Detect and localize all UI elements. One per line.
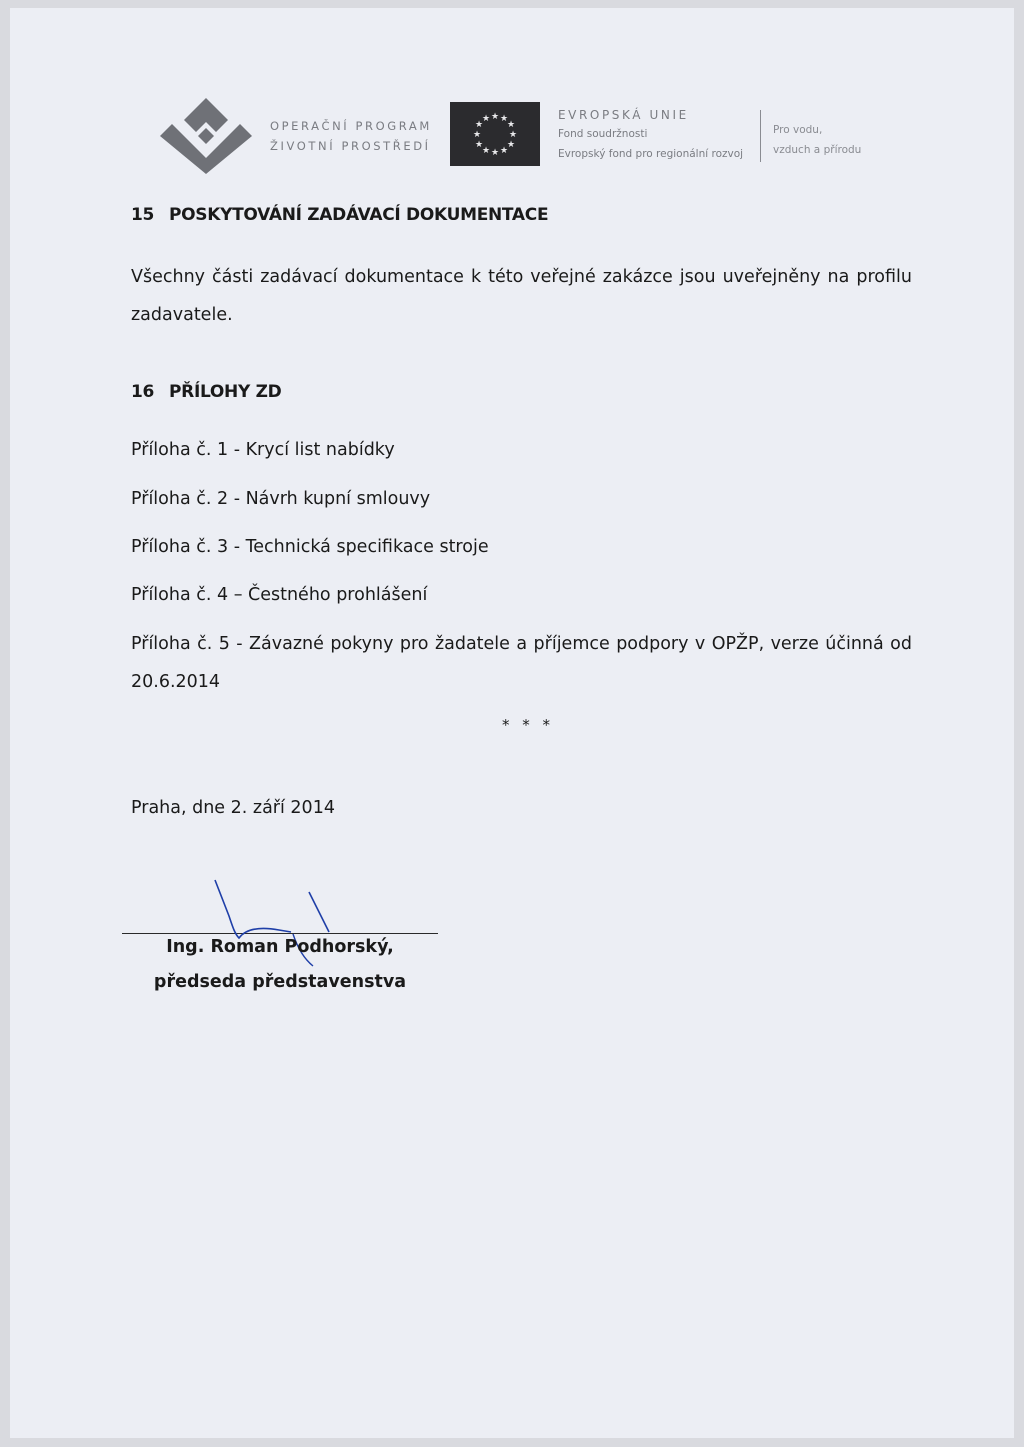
separator-stars: * * * (502, 716, 555, 734)
section-16-title: PŘÍLOHY ZD (169, 382, 282, 402)
motto-line2: vzduch a přírodu (773, 144, 862, 156)
document-page (10, 8, 1014, 1438)
motto-line1: Pro vodu, (773, 124, 823, 136)
svg-text:★: ★ (474, 120, 484, 130)
eu-flag-icon (450, 102, 540, 166)
section-15-title: POSKYTOVÁNÍ ZADÁVACÍ DOKUMENTACE (169, 205, 549, 225)
motto (773, 120, 861, 160)
svg-text:★: ★ (490, 112, 500, 122)
svg-text:★: ★ (490, 148, 500, 158)
svg-text:★: ★ (506, 120, 516, 130)
svg-text:★: ★ (481, 114, 491, 124)
svg-text:★: ★ (481, 146, 491, 156)
eu-fund-cohesion: Fond soudržnosti (558, 128, 648, 140)
svg-text:★: ★ (472, 130, 482, 140)
program-line1: OPERAČNÍ PROGRAM (270, 119, 432, 133)
program-line2: ŽIVOTNÍ PROSTŘEDÍ (270, 139, 431, 153)
eu-fund-regional: Evropský fond pro regionální rozvoj (558, 148, 744, 160)
attachment-3: Příloha č. 3 - Technická specifikace stroje (131, 537, 489, 557)
attachment-2: Příloha č. 2 - Návrh kupní smlouvy (131, 489, 431, 509)
svg-text:★: ★ (506, 140, 516, 150)
section-16-heading (131, 382, 281, 402)
attachment-1: Příloha č. 1 - Krycí list nabídky (131, 440, 395, 460)
svg-text:★: ★ (474, 140, 484, 150)
header-divider (760, 110, 761, 162)
signer-name: Ing. Roman Podhorský, (166, 937, 394, 957)
handwritten-signature (205, 868, 345, 978)
eu-title: EVROPSKÁ UNIE (558, 108, 689, 122)
section-15-number: 15 (131, 205, 155, 225)
program-name (270, 116, 432, 156)
svg-text:★: ★ (499, 146, 509, 156)
svg-text:★: ★ (508, 130, 518, 140)
attachment-4: Příloha č. 4 – Čestného prohlášení (131, 585, 428, 605)
section-15-text: Všechny části zadávací dokumentace k této veřejné zakázce jsou uveřejněny na profilu zadavatele. (131, 267, 912, 325)
section-16-number: 16 (131, 382, 155, 402)
signer-role: předseda představenstva (153, 972, 407, 992)
op-zp-logo-icon (158, 96, 254, 176)
section-15-heading (131, 205, 548, 225)
attachment-5: Příloha č. 5 - Závazné pokyny pro žadatele a příjemce podpory v OPŽP, verze účinná od 20.6.2014 (131, 634, 912, 692)
eu-funds (558, 106, 743, 164)
place-date: Praha, dne 2. září 2014 (131, 798, 335, 818)
svg-text:★: ★ (499, 114, 509, 124)
